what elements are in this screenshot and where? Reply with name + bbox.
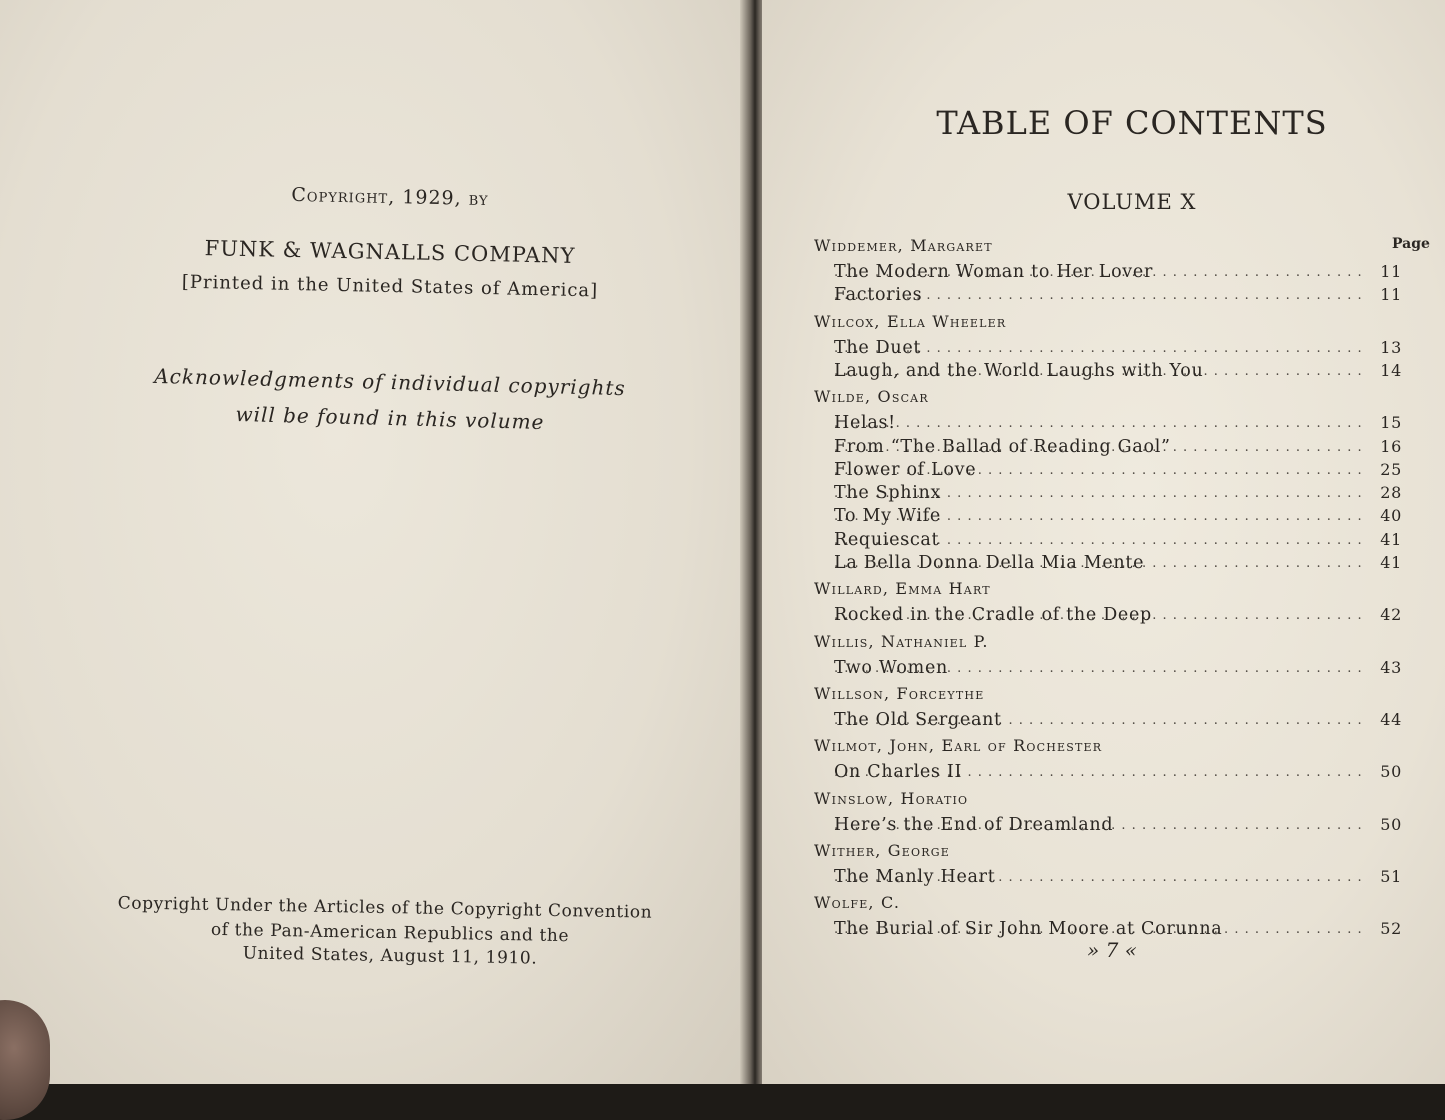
toc-entry: [834, 708, 1402, 730]
toc-entry-title: From “The Ballad of Reading Gaol”: [834, 436, 1171, 457]
toc-author: Willson, Forceythe: [814, 683, 985, 703]
dot-leader: [834, 460, 1364, 480]
dot-leader: [834, 437, 1364, 457]
toc-entry: [834, 260, 1402, 282]
toc-entry-title: Rocked in the Cradle of the Deep: [834, 605, 1152, 626]
dot-leader: [834, 338, 1364, 358]
dot-leader: [834, 919, 1364, 939]
toc-entry-page: 52: [1380, 919, 1402, 939]
dot-leader: [834, 506, 1364, 526]
toc-entry-title: To My Wife: [834, 506, 941, 527]
toc-entry-title: The Duet: [834, 337, 922, 358]
convention-note-line-3: United States, August 11, 1910.: [242, 943, 538, 969]
toc-entry-page: 28: [1380, 483, 1402, 503]
toc-entry: [834, 813, 1402, 835]
toc-entry-page: 15: [1380, 413, 1402, 433]
toc-entry-title: The Modern Woman to Her Lover: [834, 262, 1154, 282]
toc-entry: [834, 760, 1402, 782]
toc-entry: [834, 656, 1402, 678]
toc-author: Wilcox, Ella Wheeler: [814, 311, 1007, 331]
dot-leader: [834, 867, 1364, 887]
toc-entry-title: The Old Sergeant: [834, 709, 1002, 730]
dot-leader: [834, 605, 1364, 625]
toc-author: Willard, Emma Hart: [814, 579, 991, 599]
acknowledgments-line-2: will be found in this volume: [235, 401, 545, 435]
dot-leader: [834, 710, 1364, 730]
right-page: [762, 0, 1445, 1084]
toc-entry-page: 43: [1380, 657, 1402, 677]
toc-entry-page: 50: [1380, 762, 1402, 782]
page-number: » 7 «: [1087, 938, 1137, 962]
toc-entry-title: Factories: [834, 285, 923, 306]
convention-note-line-1: Copyright Under the Articles of the Copyright Convention: [117, 893, 653, 923]
toc-entry-title: The Sphinx: [834, 483, 942, 504]
toc-entry: [834, 551, 1402, 573]
dot-leader: [834, 553, 1364, 573]
toc-author: Wither, George: [814, 840, 950, 860]
toc-entry-title: The Manly Heart: [834, 866, 996, 887]
dot-leader: [834, 413, 1364, 433]
toc-entry-title: Two Women: [834, 657, 948, 678]
toc-entry: [834, 917, 1402, 939]
dot-leader: [834, 262, 1364, 282]
toc-entry: [834, 458, 1402, 480]
toc-author: Widdemer, Margaret: [814, 236, 993, 255]
toc-entry-page: 44: [1380, 709, 1402, 729]
volume-heading: VOLUME X: [1067, 190, 1197, 214]
toc-entry-page: 51: [1380, 866, 1402, 886]
convention-note-line-2: of the Pan-American Republics and the: [210, 919, 570, 947]
printed-note: [Printed in the United States of America]: [181, 271, 599, 302]
page-title: TABLE OF CONTENTS: [936, 104, 1328, 142]
dot-leader: [834, 483, 1364, 503]
toc-entry-page: 11: [1380, 285, 1402, 305]
toc-entry-page: 14: [1380, 360, 1402, 380]
toc-entry: [834, 481, 1402, 503]
publisher-name: FUNK & WAGNALLS COMPANY: [204, 236, 576, 268]
toc-entry-title: Here’s the End of Dreamland: [834, 814, 1114, 835]
toc-entry-page: 11: [1380, 262, 1402, 281]
toc-entry: [834, 411, 1402, 433]
dot-leader: [834, 815, 1364, 835]
toc-author: Wilmot, John, Earl of Rochester: [814, 736, 1103, 756]
toc-entry-page: 13: [1380, 337, 1402, 357]
toc-entry-title: Requiescat: [834, 529, 940, 550]
toc-entry: [834, 603, 1402, 625]
dot-leader: [834, 361, 1364, 381]
toc-entry: [834, 528, 1402, 550]
toc-entry-title: Laugh, and the World Laughs with You: [834, 360, 1204, 381]
toc-entry: [834, 336, 1402, 358]
dot-leader: [834, 285, 1364, 305]
acknowledgments-line-1: Acknowledgments of individual copyrights: [153, 363, 627, 401]
toc-entry-page: 41: [1380, 553, 1402, 572]
copyright-line: Copyright, 1929, by: [291, 183, 489, 211]
toc-entry-title: Flower of Love: [834, 459, 977, 480]
toc-entry-title: On Charles II: [834, 762, 963, 783]
toc-entry-page: 42: [1380, 605, 1402, 625]
toc-entry: [834, 359, 1402, 381]
toc-author: Willis, Nathaniel P.: [814, 631, 989, 651]
toc-author: Wolfe, C.: [814, 893, 901, 913]
page-column-heading: Page: [1392, 236, 1430, 252]
toc-entry-page: 50: [1380, 814, 1402, 834]
dot-leader: [834, 762, 1364, 782]
toc-entry: [834, 865, 1402, 887]
toc-entry-page: 25: [1380, 459, 1402, 479]
toc-entry-page: 41: [1380, 529, 1402, 549]
dot-leader: [834, 658, 1364, 678]
toc-entry-title: La Bella Donna Della Mia Mente: [834, 553, 1145, 573]
toc-entry-title: The Burial of Sir John Moore at Corunna: [834, 919, 1223, 940]
toc-author: Winslow, Horatio: [814, 788, 969, 808]
toc-entry-page: 16: [1380, 436, 1402, 456]
toc-entry-page: 40: [1380, 506, 1402, 526]
toc-entry-title: Helas!: [834, 413, 896, 434]
dot-leader: [834, 530, 1364, 550]
toc-author: Wilde, Oscar: [814, 387, 929, 407]
toc-entry: [834, 283, 1402, 305]
toc-entry: [834, 504, 1402, 526]
toc-entry: [834, 435, 1402, 457]
